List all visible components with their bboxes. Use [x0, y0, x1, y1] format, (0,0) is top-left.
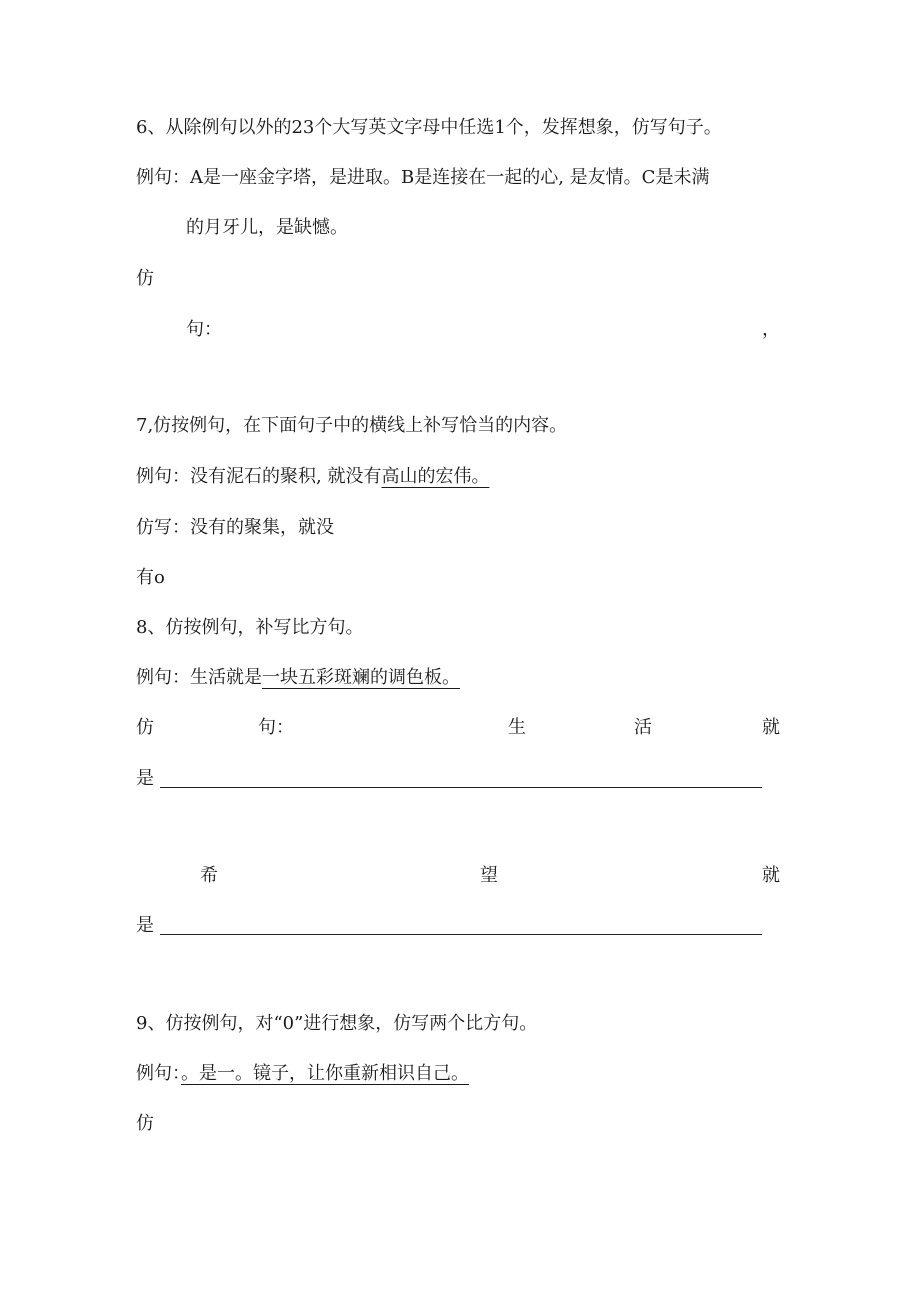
q6-imitate-part1: 仿	[136, 268, 154, 289]
q8-imitate-char: 仿	[136, 717, 154, 738]
q7-imitate-line1: 仿写：没有的聚集，就没	[136, 517, 334, 538]
q8-answer-blank-1[interactable]	[160, 787, 762, 788]
q7-example-label: 例句：	[136, 466, 190, 487]
q8-imitate-char: 就	[762, 717, 780, 738]
q8-example-text: 生活就是	[190, 667, 262, 688]
q6-example-line1: A是一座金字塔，是进取。B是连接在一起的心, 是友情。C是未满	[190, 167, 710, 188]
q8-example	[136, 666, 460, 690]
q8-title: 8、仿按例句，补写比方句。	[136, 617, 364, 638]
q7-example-text: 没有泥石的聚积, 就没有	[190, 466, 382, 487]
q8-answer-blank-2[interactable]	[160, 934, 762, 935]
q8-hope-char: 望	[480, 865, 498, 886]
q8-imitate-char: 句：	[258, 717, 294, 738]
q9-title: 9、仿按例句，对“0”进行想象，仿写两个比方句。	[136, 1013, 538, 1034]
q8-hope-char: 希	[200, 865, 218, 886]
q6-imitate-part2: 句：	[186, 319, 222, 340]
q9-example-label: 例句：	[136, 1063, 181, 1084]
q6-example	[136, 166, 709, 190]
q7-example-underlined: 高山的宏伟。	[381, 466, 490, 487]
q8-example-underlined: 一块五彩斑斓的调色板。	[262, 667, 460, 688]
q7-example	[136, 465, 489, 489]
q6-comma: ，	[762, 319, 780, 340]
q8-example-label: 例句：	[136, 667, 190, 688]
q9-example	[136, 1062, 469, 1086]
q9-example-underlined: 。是一。镜子，让你重新相识自己。	[181, 1063, 469, 1084]
q6-example-line2: 的月牙儿，是缺憾。	[186, 217, 348, 238]
q6-example-label: 例句：	[136, 167, 190, 188]
q7-title: 7,仿按例句，在下面句子中的横线上补写恰当的内容。	[136, 415, 568, 436]
q8-is-2: 是	[136, 915, 154, 936]
q8-imitate-char: 活	[634, 717, 652, 738]
q8-hope-char: 就	[762, 865, 780, 886]
q6-title: 6、从除例句以外的23个大写英文字母中任选1个，发挥想象，仿写句子。	[136, 117, 722, 138]
q7-imitate-line2: 有o	[136, 567, 165, 588]
q8-imitate-char: 生	[508, 717, 526, 738]
q8-is-1: 是	[136, 768, 154, 789]
q9-imitate: 仿	[136, 1113, 154, 1134]
